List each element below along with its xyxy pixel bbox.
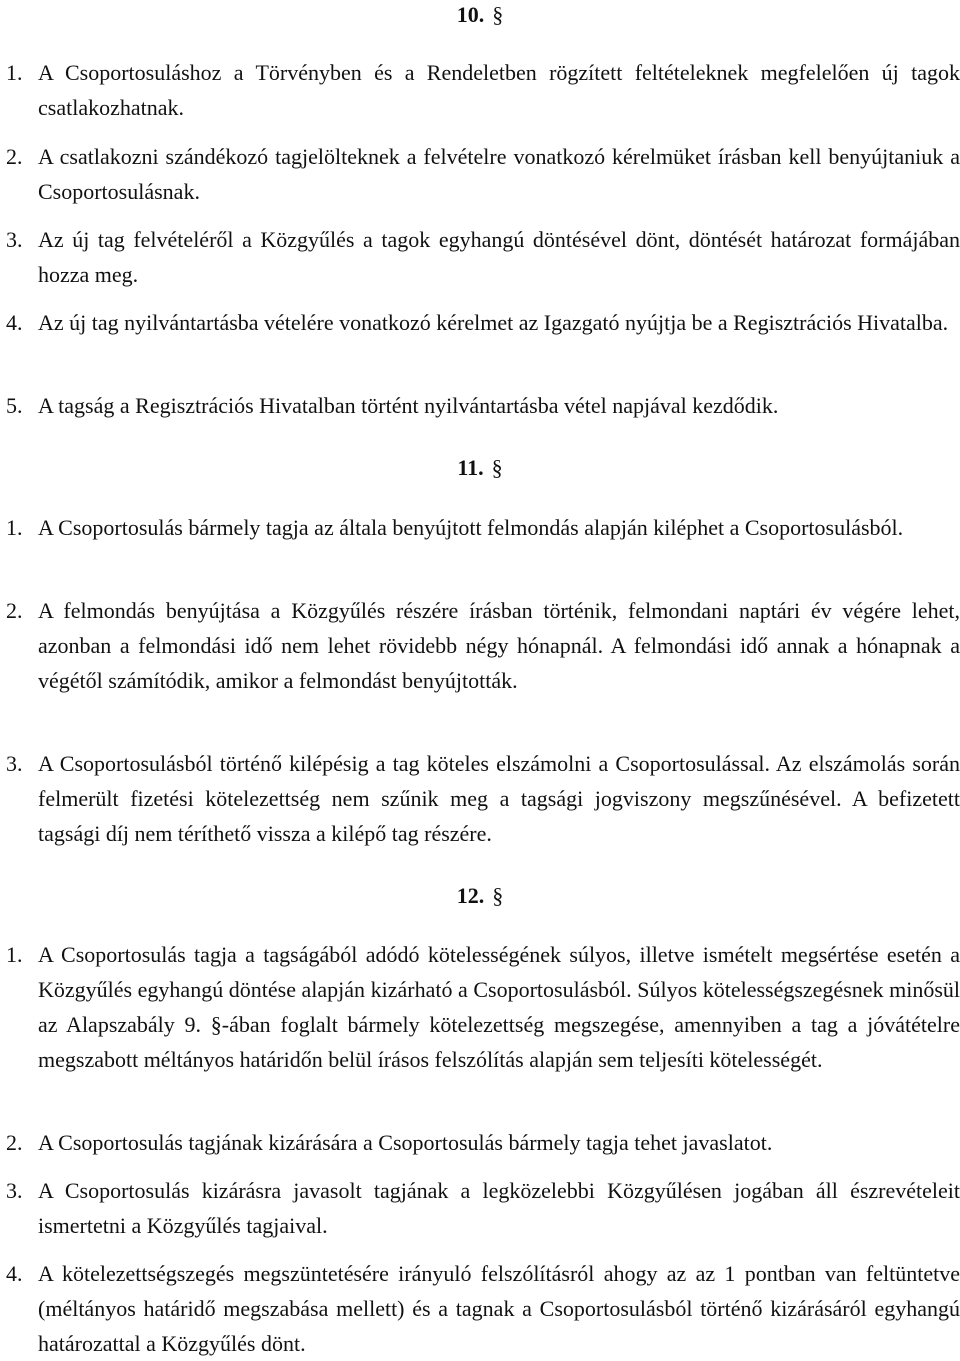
item-number: 5. xyxy=(6,393,23,418)
item-text: A kötelezettségszegés megszüntetésére irányuló felszólításról ahogy az az 1 pontban van feltüntetve (méltányos határidő megszabása mellett) és a tagnak a Csoportosulásból történő kizárásáról egyhangú határozattal a Közgyűlés dönt. xyxy=(38,1261,960,1356)
section-heading-10 xyxy=(0,2,960,28)
section-number: 11. xyxy=(457,455,484,480)
list-item xyxy=(6,139,960,209)
item-number: 3. xyxy=(6,227,23,252)
item-number: 1. xyxy=(6,60,23,85)
list-item xyxy=(6,746,960,851)
list-item xyxy=(6,388,960,423)
item-text: A Csoportosulás tagja a tagságából adódó kötelességének súlyos, illetve ismételt megsértése esetén a Közgyűlés egyhangú döntése alapján kizárható a Csoportosulásból. Súlyos kötelességszegésnek minősül az Alapszabály 9. §-ában foglalt bármely kötelezettség megszegése, amennyiben a tag a jóvátételre megszabott méltányos határidőn belül írásos felszólítás alapján sem teljesíti kötelességét. xyxy=(38,942,960,1072)
item-text: A tagság a Regisztrációs Hivatalban történt nyilvántartásba vétel napjával kezdődik. xyxy=(38,393,779,418)
item-text: A felmondás benyújtása a Közgyűlés részére írásban történik, felmondani naptári év végére lehet, azonban a felmondási idő nem lehet rövidebb négy hónapnál. A felmondási idő annak a hónapnak a végétől számítódik, amikor a felmondást benyújtották. xyxy=(38,598,960,693)
item-number: 1. xyxy=(6,942,23,967)
item-number: 2. xyxy=(6,598,23,623)
item-text: A csatlakozni szándékozó tagjelölteknek a felvételre vonatkozó kérelmüket írásban kell benyújtaniuk a Csoportosulásnak. xyxy=(38,144,960,204)
item-text: Az új tag felvételéről a Közgyűlés a tagok egyhangú döntésével dönt, döntését határozat formájában hozza meg. xyxy=(38,227,960,287)
item-number: 1. xyxy=(6,515,23,540)
item-number: 4. xyxy=(6,1261,23,1286)
section-heading-12 xyxy=(0,883,960,909)
list-item xyxy=(6,510,960,545)
item-number: 2. xyxy=(6,1130,23,1155)
item-number: 4. xyxy=(6,310,23,335)
list-item xyxy=(6,1173,960,1243)
item-text: A Csoportosulásból történő kilépésig a tag köteles elszámolni a Csoportosulással. Az elszámolás során felmerült fizetési kötelezettség nem szűnik meg a tagsági jogviszony megszűnésével. A befizetett tagsági díj nem téríthető vissza a kilépő tag részére. xyxy=(38,751,960,846)
section-heading-11 xyxy=(0,455,960,481)
item-text: A Csoportosulás bármely tagja az általa benyújtott felmondás alapján kiléphet a Csoportosulásból. xyxy=(38,515,904,540)
section-sign: § xyxy=(492,883,504,908)
section-number: 10. xyxy=(456,2,485,27)
section-number: 12. xyxy=(456,883,485,908)
section-sign: § xyxy=(492,2,504,27)
list-item xyxy=(6,593,960,698)
item-number: 3. xyxy=(6,751,23,776)
list-item xyxy=(6,1125,960,1160)
item-number: 3. xyxy=(6,1178,23,1203)
list-item xyxy=(6,1256,960,1361)
item-text: A Csoportosuláshoz a Törvényben és a Rendeletben rögzített feltételeknek megfelelően új tagok csatlakozhatnak. xyxy=(38,60,960,120)
list-item xyxy=(6,55,960,125)
item-text: Az új tag nyilvántartásba vételére vonatkozó kérelmet az Igazgató nyújtja be a Regisztrációs Hivatalba. xyxy=(38,310,949,335)
item-text: A Csoportosulás kizárásra javasolt tagjának a legközelebbi Közgyűlésen jogában áll észrevételeit ismertetni a Közgyűlés tagjaival. xyxy=(38,1178,960,1238)
section-sign: § xyxy=(491,455,503,480)
list-item xyxy=(6,937,960,1077)
item-number: 2. xyxy=(6,144,23,169)
list-item xyxy=(6,305,960,340)
list-item xyxy=(6,222,960,292)
item-text: A Csoportosulás tagjának kizárására a Csoportosulás bármely tagja tehet javaslatot. xyxy=(38,1130,773,1155)
